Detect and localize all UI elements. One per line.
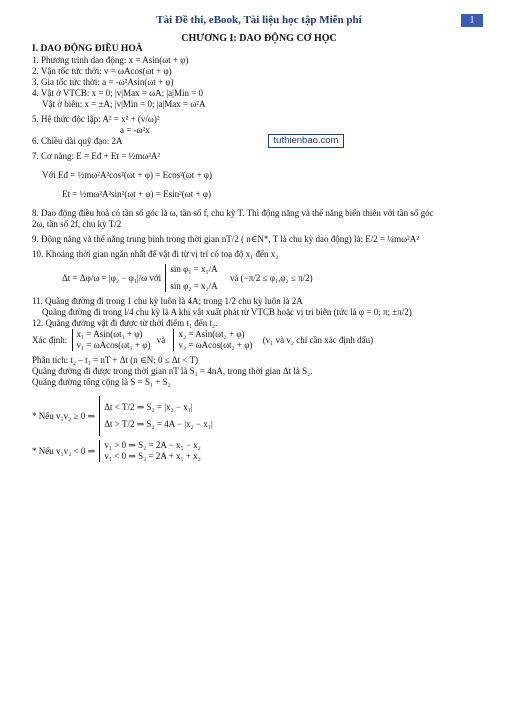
item-7-potential: Et = ½mω²A²sin²(ωt + φ) = Esin²(ωt + φ) xyxy=(62,189,211,199)
item-10-delta-t: Δt = Δφ/ω = |φ₂ − φ₁|/ω với xyxy=(62,272,162,283)
case-2-a: v₁ > 0 ⇒ S₂ = 2A − x₁ − x₂ xyxy=(104,440,201,450)
item-11a: 11. Quãng đường đi trong 1 chu kỳ luôn là 4A; trong 1/2 chu kỳ luôn là 2A xyxy=(32,296,303,306)
item-4-vtcb: 4. Vật ở VTCB: x = 0; |v|Max = ωA; |a|Min = 0 xyxy=(32,88,204,98)
item-12: 12. Quãng đường vật đi được từ thời điểm t₁ đến t₂. xyxy=(32,318,218,328)
item-2: 2. Vận tốc tức thời: v = ωAcos(ωt + φ) xyxy=(32,66,172,76)
chapter-title: CHƯƠNG I: DAO ĐỘNG CƠ HỌC xyxy=(181,33,337,44)
item-12-v1: v₁ = ωAcos(ωt₁ + φ) xyxy=(76,340,151,350)
case-2-label: * Nếu v₁v₂ < 0 ⇒ xyxy=(32,445,96,456)
case-2-system xyxy=(99,440,200,462)
item-5-accel: a = -ω²x xyxy=(120,125,150,135)
item-9: 9. Động năng và thế năng trung bình trong thời gian nT/2 ( n∈N*, T là chu kỳ dao động) là: E/2 = ¼mω²A² xyxy=(32,234,419,244)
item-1: 1. Phương trình dao động: x = Asin(ωt + φ) xyxy=(32,55,189,65)
case-1-a: Δt < T/2 ⇒ S₂ = |x₂ − x₁| xyxy=(104,402,193,412)
item-11b: Quãng đường đi trong l/4 chu kỳ là A khi vật xuất phát từ VTCB hoặc vị trí biên (tức là φ = 0; π; ±π/2) xyxy=(42,307,412,317)
item-12-and: và xyxy=(156,334,166,345)
item-12-total: Quãng đường tổng cộng là S = S₁ + S₂ xyxy=(32,377,171,387)
website-link[interactable]: tuthienbao.com xyxy=(268,134,344,148)
item-12-v2: v₂ = ωAcos(ωt₂ + φ) xyxy=(178,340,253,350)
item-7-kinetic: Với Eđ = ½mω²A²cos²(ωt + φ) = Ecos²(ωt + φ) xyxy=(42,170,212,180)
page-header: Tài Đề thi, eBook, Tài liệu học tập Miễn phí xyxy=(156,14,362,26)
item-12-system-2 xyxy=(173,329,252,351)
case-1 xyxy=(32,396,502,436)
page-number-badge: 1 xyxy=(461,14,483,27)
item-12-x1: x₁ = Asin(ωt₁ + φ) xyxy=(76,329,143,339)
item-12-determine xyxy=(32,329,502,351)
item-10-formula xyxy=(32,264,502,292)
item-10-sin1: sin φ₁ = x₁/A xyxy=(170,264,218,274)
section-heading: I. DAO ĐỘNG ĐIỀU HOÀ xyxy=(32,44,143,54)
case-1-b: Δt > T/2 ⇒ S₂ = 4A − |x₂ − x₁| xyxy=(104,419,213,429)
item-10-system xyxy=(165,264,217,292)
item-12-label: Xác định: xyxy=(32,334,68,345)
item-12-system-1 xyxy=(72,329,151,351)
item-7: 7. Cơ năng: E = Eđ + Et = ½mω²A² xyxy=(32,151,161,161)
item-6: 6. Chiều dài quỹ đạo: 2A xyxy=(32,136,123,146)
item-10: 10. Khoảng thời gian ngắn nhất để vật đi từ vị trí có toạ độ x₁ đến x₂ xyxy=(32,249,279,259)
item-8b: 2ω, tần số 2f, chu kỳ T/2 xyxy=(32,219,122,229)
item-12-x2: x₂ = Asin(ωt₂ + φ) xyxy=(178,329,245,339)
item-3: 3. Gia tốc tức thời: a = -ω²Asin(ωt + φ) xyxy=(32,77,174,87)
item-10-sin2: sin φ₂ = x₂/A xyxy=(170,281,218,291)
item-12-analysis: Phân tích: t₂ – t₁ = nT + Δt (n ∈N; 0 ≤ Δt < T) xyxy=(32,355,199,365)
item-5: 5. Hệ thức độc lập: A² = x² + (v/ω)² xyxy=(32,114,160,124)
item-4-bien: Vật ở biên: x = ±A; |v|Min = 0; |a|Max = ω²A xyxy=(42,99,206,109)
case-2 xyxy=(32,440,502,462)
item-12-distance-nt: Quãng đường đi được trong thời gian nT là S₁ = 4nA, trong thời gian Δt là S₂. xyxy=(32,366,313,376)
case-2-b: v₁ < 0 ⇒ S₂ = 2A + x₁ + x₂ xyxy=(104,451,201,461)
case-1-label: * Nếu v₁v₂ ≥ 0 ⇒ xyxy=(32,410,95,421)
case-1-system xyxy=(99,396,213,436)
item-10-condition: và (−π/2 ≤ φ₁,φ₂ ≤ π/2) xyxy=(229,272,313,283)
document-body xyxy=(32,44,502,462)
item-12-note: (v₁ và v₂ chỉ cần xác định dấu) xyxy=(262,334,374,345)
item-8a: 8. Dao động điều hoà có tần số góc là ω, tần số f, chu kỳ T. Thì động năng và thế năng biến thiên với tần số góc xyxy=(32,208,434,218)
